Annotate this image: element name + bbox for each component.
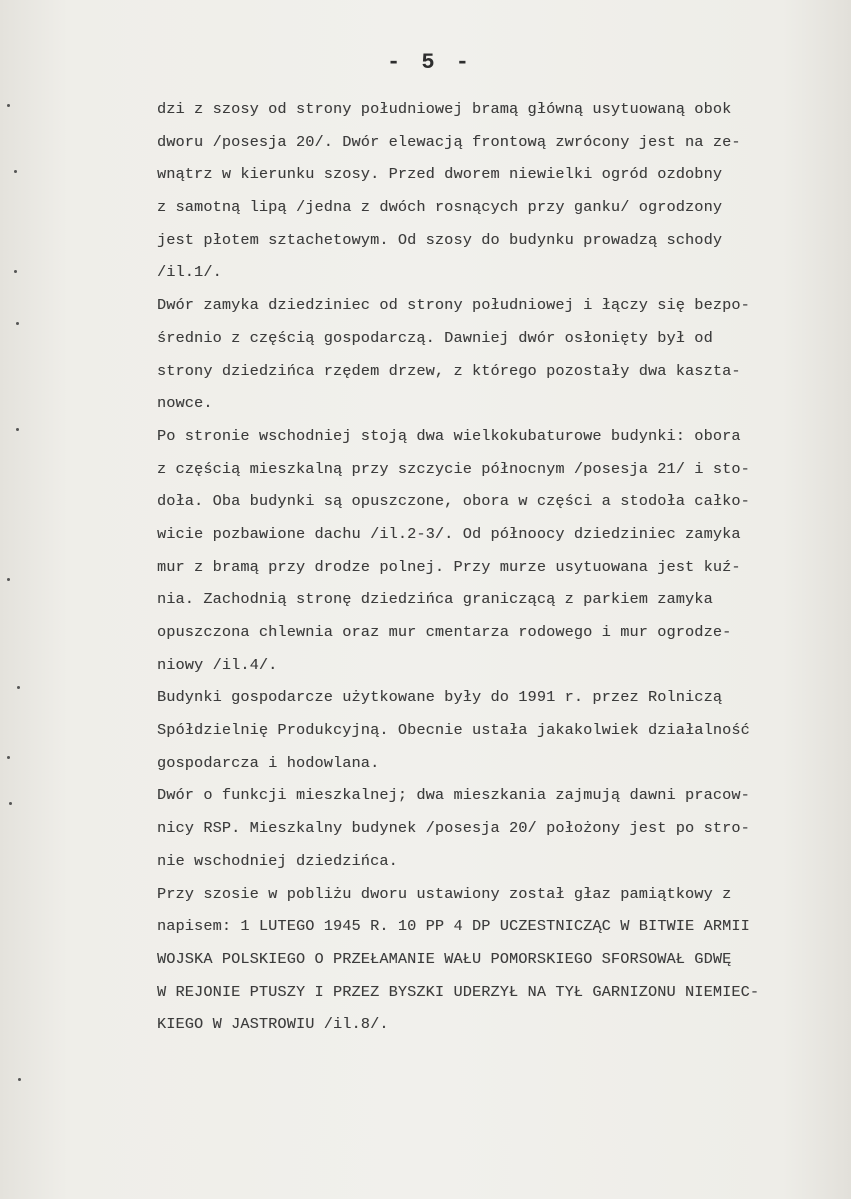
text-line: Dwór zamyka dziedziniec od strony południowej i łączy się bezpo- xyxy=(157,296,750,315)
text-line: W REJONIE PTUSZY I PRZEZ BYSZKI UDERZYŁ NA TYŁ GARNIZONU NIEMIEC- xyxy=(157,982,760,1001)
text-line: KIEGO W JASTROWIU /il.8/. xyxy=(157,1015,389,1034)
text-line: dzi z szosy od strony południowej bramą główną usytuowaną obok xyxy=(157,100,732,118)
text-line: wicie pozbawione dachu /il.2-3/. Od półnoocy dziedziniec zamyka xyxy=(157,524,741,543)
text-line: nia. Zachodnią stronę dziedzińca graniczącą z parkiem zamyka xyxy=(157,590,713,609)
text-line: mur z bramą przy drodze polnej. Przy murze usytuowana jest kuź- xyxy=(157,557,741,576)
page-number: - 5 - xyxy=(386,50,473,75)
margin-mark xyxy=(7,104,10,107)
margin-mark xyxy=(9,802,12,805)
text-line: z częścią mieszkalną przy szczycie północnym /posesja 21/ i sto- xyxy=(157,459,750,478)
text-line: wnątrz w kierunku szosy. Przed dworem niewielki ogród ozdobny xyxy=(157,165,723,184)
text-line: napisem: 1 LUTEGO 1945 R. 10 PP 4 DP UCZESTNICZĄC W BITWIE ARMII xyxy=(157,917,750,936)
text-line: /il.1/. xyxy=(157,263,222,282)
margin-mark xyxy=(17,686,20,689)
text-line: niowy /il.4/. xyxy=(157,655,278,674)
margin-mark xyxy=(18,1078,21,1081)
text-line: Spółdzielnię Produkcyjną. Obecnie ustała jakakolwiek działalność xyxy=(157,721,750,740)
text-line: dworu /posesja 20/. Dwór elewacją frontową zwrócony jest na ze- xyxy=(157,132,741,151)
margin-mark xyxy=(7,756,10,759)
text-line: opuszczona chlewnia oraz mur cmentarza rodowego i mur ogrodze- xyxy=(157,623,732,641)
text-line: doła. Oba budynki są opuszczone, obora w części a stodoła całko- xyxy=(157,492,750,511)
text-line: Budynki gospodarcze użytkowane były do 1991 r. przez Rolniczą xyxy=(157,688,723,707)
margin-mark xyxy=(16,428,19,431)
body-text xyxy=(157,93,847,1041)
text-line: gospodarcza i hodowlana. xyxy=(157,753,380,772)
margin-mark xyxy=(14,170,17,173)
margin-mark xyxy=(16,322,19,325)
text-line: Po stronie wschodniej stoją dwa wielkokubaturowe budynki: obora xyxy=(157,426,741,445)
margin-mark xyxy=(14,270,17,273)
text-line: średnio z częścią gospodarczą. Dawniej dwór osłonięty był od xyxy=(157,328,713,347)
margin-mark xyxy=(7,578,10,581)
text-line: Dwór o funkcji mieszkalnej; dwa mieszkania zajmują dawni pracow- xyxy=(157,786,750,805)
text-line: nowce. xyxy=(157,394,213,413)
text-line: strony dziedzińca rzędem drzew, z którego pozostały dwa kaszta- xyxy=(157,361,741,380)
text-line: WOJSKA POLSKIEGO O PRZEŁAMANIE WAŁU POMORSKIEGO SFORSOWAŁ GDWĘ xyxy=(157,949,732,968)
text-line: nicy RSP. Mieszkalny budynek /posesja 20/ położony jest po stro- xyxy=(157,819,750,838)
text-line: z samotną lipą /jedna z dwóch rosnących przy ganku/ ogrodzony xyxy=(157,198,723,217)
text-line: nie wschodniej dziedzińca. xyxy=(157,851,398,870)
text-line: jest płotem sztachetowym. Od szosy do budynku prowadzą schody xyxy=(157,230,723,249)
text-line: Przy szosie w pobliżu dworu ustawiony został głaz pamiątkowy z xyxy=(157,884,732,903)
